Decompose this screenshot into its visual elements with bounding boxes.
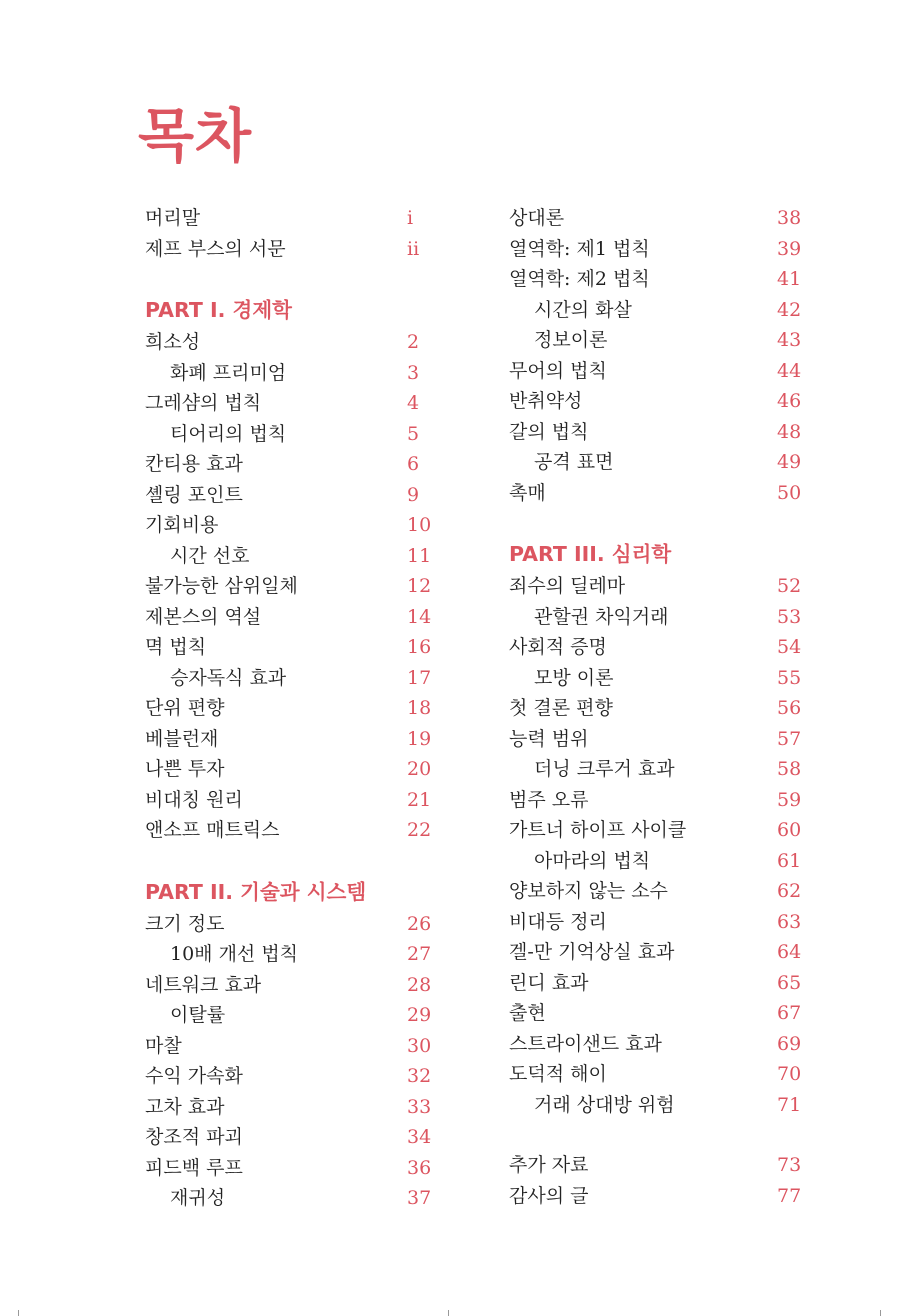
toc-entry[interactable]: [509, 417, 800, 448]
toc-page-number: 17: [407, 666, 432, 689]
toc-subentry[interactable]: [509, 295, 800, 326]
toc-entry-label: 정보이론: [534, 329, 608, 351]
toc-page-number: 28: [407, 973, 432, 996]
toc-page-number: 73: [777, 1154, 802, 1176]
toc-entry-label: 촉매: [509, 481, 546, 504]
toc-subentry[interactable]: [145, 663, 432, 694]
toc-entry[interactable]: [509, 1029, 800, 1060]
toc-subentry[interactable]: [145, 358, 429, 389]
part-heading: PART III. 심리학: [509, 542, 672, 566]
toc-entry[interactable]: [509, 478, 800, 509]
toc-entry[interactable]: [509, 571, 800, 602]
toc-entry-label: 능력 범위: [509, 727, 589, 750]
toc-entry-label: 비대등 정리: [509, 910, 607, 933]
toc-entry[interactable]: [145, 1031, 432, 1062]
toc-page-number: 42: [777, 298, 802, 321]
toc-entry-label: 크기 정도: [145, 912, 225, 935]
toc-entry-label: 공격 표면: [534, 451, 614, 473]
toc-page-number: 27: [407, 943, 432, 965]
toc-entry-label: 사회적 증명: [509, 636, 607, 658]
toc-entry-label: 시간 선호: [170, 544, 250, 567]
toc-entry[interactable]: [509, 937, 800, 968]
toc-entry[interactable]: [509, 998, 800, 1029]
toc-page-number: 52: [777, 575, 802, 597]
toc-page-number: 55: [777, 666, 802, 689]
toc-page-number: 57: [777, 727, 802, 750]
toc-page-number: 64: [777, 941, 802, 963]
toc-subentry[interactable]: [509, 447, 800, 478]
toc-subentry[interactable]: [509, 663, 800, 694]
toc-entry-label: 상대론: [509, 207, 565, 229]
toc-entry-label: 가트너 하이프 사이클: [509, 819, 687, 841]
toc-entry[interactable]: [509, 968, 800, 999]
toc-page-number: 33: [407, 1095, 432, 1118]
toc-entry[interactable]: [145, 203, 429, 234]
toc-subentry[interactable]: [509, 325, 800, 356]
toc-entry-label: 화폐 프리미엄: [170, 361, 287, 384]
toc-entry[interactable]: [145, 480, 429, 511]
toc-page-number: 11: [407, 544, 432, 567]
toc-page-number: 3: [407, 361, 420, 384]
toc-entry-label: 제본스의 역설: [145, 605, 262, 628]
toc-entry[interactable]: [145, 1122, 432, 1153]
toc-entry[interactable]: [509, 876, 800, 907]
toc-entry[interactable]: [145, 571, 432, 602]
toc-page-number: 65: [777, 971, 802, 994]
toc-page-number: 10: [407, 514, 432, 536]
toc-page-number: 43: [777, 329, 802, 351]
toc-entry[interactable]: [509, 356, 800, 387]
toc-page-number: 2: [407, 331, 420, 353]
toc-entry-label: 고차 효과: [145, 1095, 225, 1118]
toc-page-number: 77: [777, 1184, 802, 1207]
toc-entry-label: 창조적 파괴: [145, 1126, 243, 1148]
toc-page-number: 58: [777, 758, 802, 780]
toc-entry[interactable]: [145, 602, 432, 633]
toc-page-number: 20: [407, 758, 432, 780]
toc-page-number: 16: [407, 636, 432, 658]
toc-entry[interactable]: [145, 693, 432, 724]
toc-subentry[interactable]: [145, 1000, 432, 1031]
toc-entry-label: 범주 오류: [509, 788, 589, 811]
toc-page-number: 67: [777, 1002, 802, 1024]
toc-entry-label: 베블런재: [145, 727, 219, 750]
toc-entry-label: 더닝 크루거 효과: [534, 758, 675, 780]
section-gap: [509, 508, 800, 538]
toc-entry-label: 희소성: [145, 331, 201, 353]
toc-entry[interactable]: [145, 234, 429, 265]
toc-entry-label: 셸링 포인트: [145, 483, 243, 506]
toc-subentry[interactable]: [509, 754, 800, 785]
toc-entry[interactable]: [145, 909, 432, 940]
toc-entry[interactable]: [145, 724, 432, 755]
crop-mark: [880, 1310, 881, 1316]
toc-entry-label: 티어리의 법칙: [170, 422, 287, 445]
toc-entry-label: 재귀성: [170, 1187, 226, 1209]
toc-subentry[interactable]: [145, 939, 432, 970]
toc-entry[interactable]: [509, 264, 800, 295]
toc-entry-label: 승자독식 효과: [170, 666, 287, 689]
toc-entry[interactable]: [509, 815, 800, 846]
toc-entry-label: 아마라의 법칙: [534, 849, 651, 872]
toc-entry-label: 겔-만 기억상실 효과: [509, 941, 675, 963]
toc-entry[interactable]: [145, 815, 432, 846]
toc-page-number: 19: [407, 727, 432, 750]
toc-entry-label: 죄수의 딜레마: [509, 575, 626, 597]
toc-entry[interactable]: [145, 785, 432, 816]
toc-page-number: 5: [407, 422, 420, 445]
toc-entry[interactable]: [509, 724, 800, 755]
toc-entry[interactable]: [145, 449, 429, 480]
toc-entry[interactable]: [145, 510, 432, 541]
toc-subentry[interactable]: [509, 846, 800, 877]
toc-entry-label: 불가능한 삼위일체: [145, 575, 298, 597]
toc-entry-label: 무어의 법칙: [509, 359, 607, 382]
toc-entry-label: 기회비용: [145, 514, 219, 536]
toc-entry-label: 머리말: [145, 207, 201, 229]
toc-subentry[interactable]: [509, 1090, 800, 1121]
toc-entry[interactable]: [509, 1150, 800, 1181]
toc-page-number: 59: [777, 788, 802, 811]
toc-page-number: 46: [777, 390, 802, 412]
toc-page-number: ii: [407, 237, 420, 260]
toc-entry[interactable]: [509, 203, 800, 234]
toc-page-number: 62: [777, 880, 802, 902]
toc-page-number: i: [407, 207, 414, 229]
section-gap: [509, 1120, 800, 1150]
toc-entry[interactable]: [145, 754, 432, 785]
toc-page-number: 71: [777, 1093, 802, 1116]
toc-page-number: 18: [407, 697, 432, 719]
toc-page-number: 29: [407, 1004, 432, 1026]
toc-page-number: 4: [407, 392, 420, 414]
toc-entry-label: 추가 자료: [509, 1154, 589, 1176]
toc-page-number: 9: [407, 483, 420, 506]
toc-entry-label: 출현: [509, 1002, 546, 1024]
section-gap: [145, 264, 429, 294]
toc-page-number: 14: [407, 605, 432, 628]
toc-entry-label: 양보하지 않는 소수: [509, 880, 668, 902]
toc-page-number: 32: [407, 1065, 432, 1087]
toc-page-number: 61: [777, 849, 802, 872]
toc-page-number: 63: [777, 910, 802, 933]
toc-page-number: 41: [777, 268, 802, 290]
part-heading: PART II. 기술과 시스템: [145, 879, 367, 904]
toc-page-number: 12: [407, 575, 432, 597]
toc-entry-label: 피드백 루프: [145, 1156, 243, 1179]
toc-entry[interactable]: [145, 1153, 432, 1184]
toc-entry-label: 관할권 차익거래: [534, 605, 669, 628]
section-gap: [145, 846, 429, 876]
toc-page-number: 53: [777, 605, 802, 628]
toc-entry-label: 시간의 화살: [534, 298, 632, 321]
toc-page-number: 21: [407, 788, 432, 811]
toc-column-left: [145, 203, 432, 1214]
toc-subentry[interactable]: [145, 419, 429, 450]
toc-page-number: 22: [407, 819, 432, 841]
toc-page-number: 38: [777, 207, 802, 229]
toc-entry-label: 린디 효과: [509, 971, 589, 994]
toc-entry-label: 수익 가속화: [145, 1065, 243, 1087]
toc-entry-label: 스트라이샌드 효과: [509, 1032, 662, 1055]
toc-entry-label: 비대칭 원리: [145, 788, 243, 811]
toc-entry[interactable]: [509, 1059, 800, 1090]
toc-subentry[interactable]: [145, 541, 432, 572]
toc-subentry[interactable]: [509, 602, 800, 633]
toc-page-number: 34: [407, 1126, 432, 1148]
toc-entry[interactable]: [145, 388, 429, 419]
toc-entry-label: 앤소프 매트릭스: [145, 819, 280, 841]
toc-column-right: [509, 203, 800, 1211]
toc-entry-label: 열역학: 제2 법칙: [509, 268, 650, 290]
crop-mark: [448, 1310, 449, 1316]
toc-entry-label: 도덕적 해이: [509, 1063, 607, 1085]
crop-mark: [18, 1310, 19, 1316]
toc-page-number: 69: [777, 1032, 802, 1055]
toc-entry-label: 거래 상대방 위험: [534, 1093, 675, 1116]
toc-entry[interactable]: [145, 970, 432, 1001]
toc-entry-label: 갈의 법칙: [509, 420, 589, 443]
toc-entry-label: 나쁜 투자: [145, 758, 225, 780]
toc-entry-label: 이탈률: [170, 1004, 226, 1026]
toc-entry[interactable]: [145, 632, 432, 663]
toc-page-number: 70: [777, 1063, 802, 1085]
toc-page-number: 56: [777, 697, 802, 719]
part-heading: PART I. 경제학: [145, 298, 292, 322]
toc-entry[interactable]: [509, 1181, 800, 1212]
toc-page-number: 6: [407, 453, 420, 475]
toc-entry-label: 제프 부스의 서문: [145, 237, 286, 260]
toc-entry[interactable]: [145, 1092, 432, 1123]
page-title: 목차: [138, 102, 253, 170]
toc-entry-label: 네트워크 효과: [145, 973, 262, 996]
toc-page-number: 54: [777, 636, 802, 658]
toc-entry-label: 단위 편향: [145, 697, 225, 719]
toc-page-number: 26: [407, 912, 432, 935]
toc-entry-label: 반취약성: [509, 390, 583, 412]
toc-page-number: 48: [777, 420, 802, 443]
toc-entry[interactable]: [145, 1061, 432, 1092]
toc-entry[interactable]: [145, 327, 429, 358]
toc-entry-label: 감사의 글: [509, 1184, 589, 1207]
toc-entry-label: 10배 개선 법칙: [170, 943, 299, 965]
toc-entry-label: 모방 이론: [534, 666, 614, 689]
toc-entry-label: 칸티용 효과: [145, 453, 243, 475]
toc-page-number: 39: [777, 237, 802, 260]
toc-entry-label: 열역학: 제1 법칙: [509, 237, 650, 260]
toc-page-number: 44: [777, 359, 802, 382]
toc-entry-label: 그레샴의 법칙: [145, 392, 262, 414]
toc-entry-label: 멱 법칙: [145, 636, 207, 658]
toc-page-number: 36: [407, 1156, 432, 1179]
toc-page-number: 49: [777, 451, 802, 473]
toc-entry[interactable]: [509, 234, 800, 265]
toc-page-number: 50: [777, 481, 802, 504]
toc-page-number: 37: [407, 1187, 432, 1209]
toc-page-number: 60: [777, 819, 802, 841]
toc-subentry[interactable]: [145, 1183, 432, 1214]
toc-entry[interactable]: [509, 693, 800, 724]
toc-entry[interactable]: [509, 785, 800, 816]
toc-entry-label: 첫 결론 편향: [509, 697, 613, 719]
toc-page-number: 30: [407, 1034, 432, 1057]
toc-entry-label: 마찰: [145, 1034, 182, 1057]
toc-entry[interactable]: [509, 386, 800, 417]
toc-entry[interactable]: [509, 632, 800, 663]
toc-entry[interactable]: [509, 907, 800, 938]
